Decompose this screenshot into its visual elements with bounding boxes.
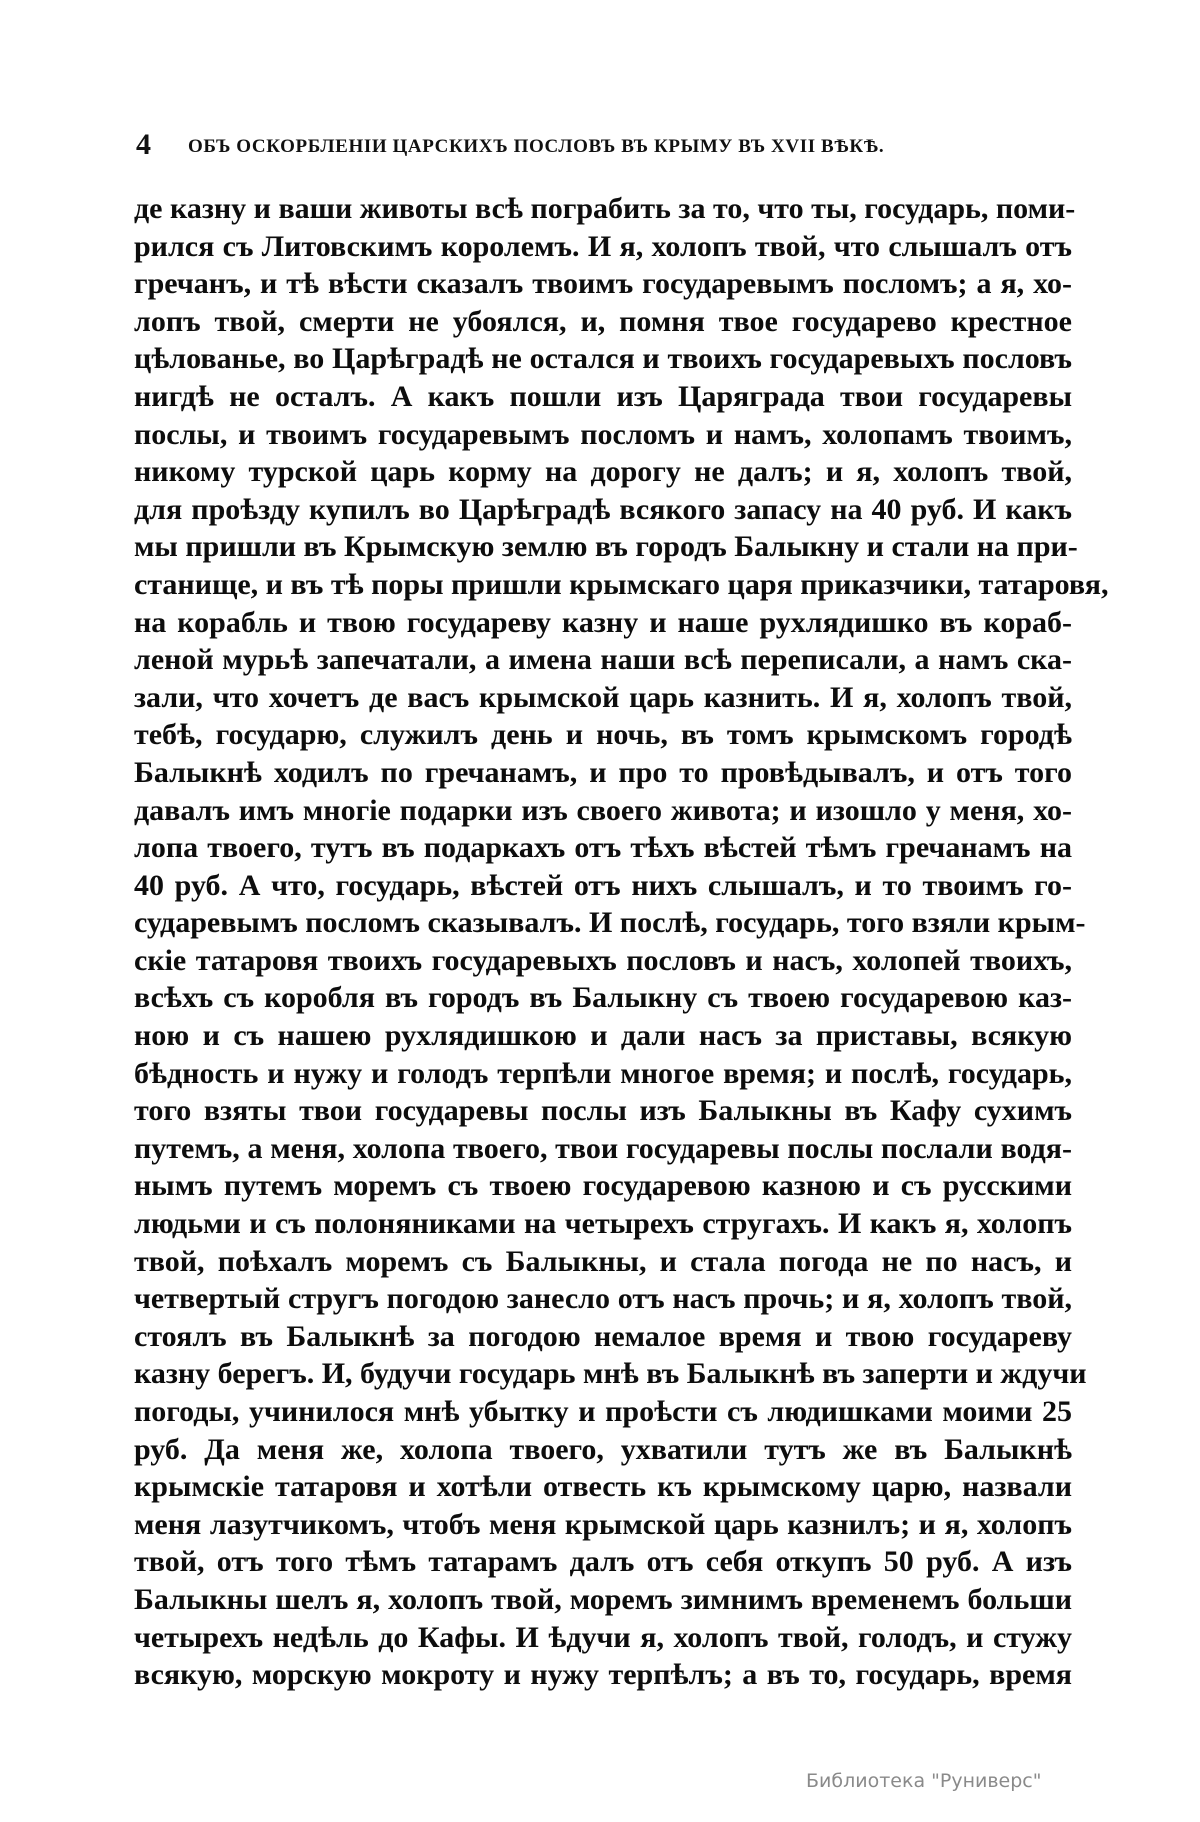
- text-line: твой, отъ того тѣмъ татарамъ далъ отъ себя откупъ 50 руб. А изъ: [134, 1545, 1072, 1579]
- running-title: ОБЪ ОСКОРБЛЕНІИ ЦАРСКИХЪ ПОСЛОВЪ ВЪ КРЫМУ ВЪ XVII ВѢКѢ.: [188, 136, 885, 157]
- text-line: лопа твоего, тутъ въ подаркахъ отъ тѣхъ вѣстей тѣмъ гречанамъ на: [134, 831, 1072, 865]
- body-text: [134, 190, 1109, 1694]
- text-line: станище, и въ тѣ поры пришли крымскаго царя приказчики, татаровя,: [134, 567, 1109, 601]
- text-line: Балыкнѣ ходилъ по гречанамъ, и про то провѣдывалъ, и отъ того: [134, 755, 1072, 789]
- text-line: всякую, морскую мокроту и нужу терпѣлъ; а въ то, государь, время: [134, 1658, 1072, 1692]
- text-line: цѣлованье, во Царѣградѣ не остался и твоихъ государевыхъ пословъ: [134, 342, 1072, 376]
- text-line: четырехъ недѣль до Кафы. И ѣдучи я, холопъ твой, голодъ, и стужу: [134, 1620, 1072, 1654]
- text-line: руб. Да меня же, холопа твоего, ухватили тутъ же въ Балыкнѣ: [134, 1432, 1072, 1466]
- text-line: стоялъ въ Балыкнѣ за погодою немалое время и твою государеву: [134, 1319, 1072, 1353]
- text-line: тебѣ, государю, служилъ день и ночь, въ томъ крымскомъ городѣ: [134, 718, 1072, 752]
- text-line: послы, и твоимъ государевымъ посломъ и намъ, холопамъ твоимъ,: [134, 417, 1072, 451]
- text-line: сударевымъ посломъ сказывалъ. И послѣ, государь, того взяли крым-: [134, 906, 1086, 940]
- text-line: никому турской царь корму на дорогу не далъ; и я, холопъ твой,: [134, 455, 1072, 489]
- text-line: того взяты твои государевы послы изъ Балыкны въ Кафу сухимъ: [134, 1094, 1072, 1128]
- text-line: де казну и ваши животы всѣ пограбить за то, что ты, государь, поми-: [134, 192, 1076, 225]
- text-line: скіе татаровя твоихъ государевыхъ пословъ и насъ, холопей твоихъ,: [134, 943, 1072, 977]
- text-line: нымъ путемъ моремъ съ твоею государевою казною и съ русскими: [134, 1169, 1072, 1203]
- text-line: нигдѣ не осталъ. А какъ пошли изъ Царяграда твои государевы: [134, 379, 1072, 413]
- text-line: погоды, учинилося мнѣ убытку и проѣсти съ людишками моими 25: [134, 1395, 1072, 1428]
- text-line: всѣхъ съ коробля въ городъ въ Балыкну съ твоею государевою каз-: [134, 981, 1072, 1015]
- text-line: лопъ твой, смерти не убоялся, и, помня твое государево крестное: [134, 304, 1072, 338]
- text-line: путемъ, а меня, холопа твоего, твои государевы послы послали водя-: [134, 1131, 1072, 1165]
- text-line: на корабль и твою государеву казну и наше рухлядишко въ кораб-: [134, 605, 1072, 639]
- text-line: рился съ Литовскимъ королемъ. И я, холопъ твой, что слышалъ отъ: [134, 229, 1072, 263]
- text-line: четвертый стругъ погодою занесло отъ насъ прочь; и я, холопъ твой,: [134, 1282, 1072, 1316]
- text-line: меня лазутчикомъ, чтобъ меня крымской царь казнилъ; и я, холопъ: [134, 1507, 1072, 1541]
- text-line: 40 руб. А что, государь, вѣстей отъ нихъ слышалъ, и то твоимъ го-: [134, 868, 1072, 902]
- text-line: твой, поѣхалъ моремъ съ Балыкны, и стала погода не по насъ, и: [134, 1244, 1072, 1278]
- text-line: крымскіе татаровя и хотѣли отвесть къ крымскому царю, назвали: [134, 1470, 1072, 1504]
- text-line: бѣдность и нужу и голодъ терпѣли многое время; и послѣ, государь,: [134, 1056, 1072, 1090]
- text-line: Балыкны шелъ я, холопъ твой, моремъ зимнимъ временемъ больши: [134, 1582, 1072, 1616]
- library-watermark: Библиотека "Руниверс": [806, 1770, 1042, 1792]
- page-header: [134, 128, 1072, 168]
- text-line: давалъ имъ многіе подарки изъ своего живота; и изошло у меня, хо-: [134, 793, 1072, 827]
- page-number: 4: [136, 128, 151, 161]
- text-line: зали, что хочетъ де васъ крымской царь казнить. И я, холопъ твой,: [134, 680, 1072, 714]
- text-line: казну берегъ. И, будучи государь мнѣ въ Балыкнѣ въ заперти и ждучи: [134, 1357, 1087, 1391]
- text-line: гречанъ, и тѣ вѣсти сказалъ твоимъ государевымъ посломъ; а я, хо-: [134, 267, 1072, 301]
- text-line: мы пришли въ Крымскую землю въ городъ Балыкну и стали на при-: [134, 530, 1078, 564]
- text-line: ною и съ нашею рухлядишкою и дали насъ за приставы, всякую: [134, 1019, 1072, 1053]
- text-line: леной мурьѣ запечатали, а имена наши всѣ переписали, а намъ ска-: [134, 643, 1072, 677]
- text-line: для проѣзду купилъ во Царѣградѣ всякого запасу на 40 руб. И какъ: [134, 492, 1072, 526]
- text-line: людьми и съ полоняниками на четырехъ стругахъ. И какъ я, холопъ: [134, 1207, 1072, 1241]
